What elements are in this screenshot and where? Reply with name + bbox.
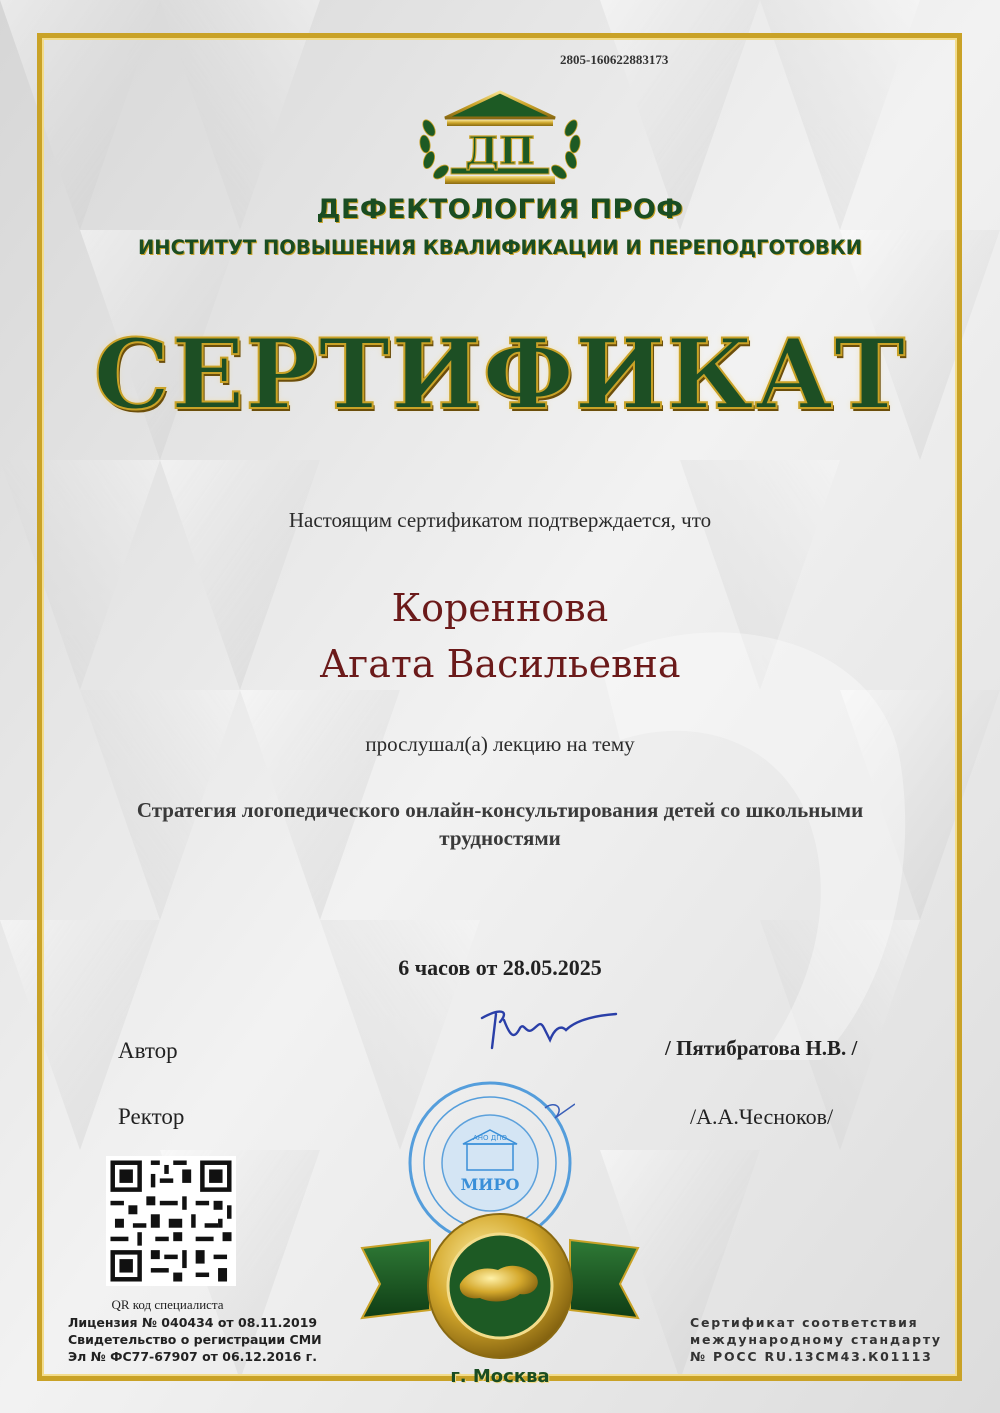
conformity-info <box>690 1314 942 1365</box>
hours-date: 6 часов от 28.05.2025 <box>398 955 602 980</box>
conformity-line: международному стандарту <box>690 1332 942 1347</box>
logo-monogram: ДП <box>465 128 535 173</box>
rector-label: Ректор <box>118 1104 185 1129</box>
conformity-line: Сертификат соответствия <box>690 1315 919 1330</box>
qr-caption: QR код специалиста <box>111 1297 224 1312</box>
organization-subtitle: ИНСТИТУТ ПОВЫШЕНИЯ КВАЛИФИКАЦИИ И ПЕРЕПОДГОТОВКИ <box>137 236 863 259</box>
certificate-title: СЕРТИФИКАТ <box>93 318 907 431</box>
conformity-line: № РОСС RU.13СМ43.К01113 <box>690 1349 933 1364</box>
qr-code[interactable] <box>106 1156 236 1286</box>
lecture-topic: Стратегия логопедического онлайн-консультирования детей со школьными трудностями <box>136 798 864 850</box>
author-signature <box>470 1000 630 1060</box>
recipient-name: Агата Васильевна <box>319 642 681 686</box>
license-line: Лицензия № 040434 от 08.11.2019 <box>68 1315 318 1330</box>
license-info <box>68 1314 322 1365</box>
author-label: Автор <box>118 1038 178 1063</box>
institute-logo <box>415 88 585 188</box>
author-name: / Пятибратова Н.В. / <box>665 1036 858 1060</box>
recipient-surname: Кореннова <box>391 586 609 630</box>
intro-text: Настоящим сертификатом подтверждается, что <box>288 508 712 532</box>
license-line: Эл № ФС77-67907 от 06.12.2016 г. <box>68 1349 317 1364</box>
stamp-center-text: МИРО <box>460 1175 520 1194</box>
stamp-subtext: АНО ДПО <box>472 1134 508 1142</box>
city-label: г. Москва <box>450 1366 550 1387</box>
certificate-number: 2805-160622883173 <box>560 52 669 67</box>
license-line: Свидетельство о регистрации СМИ <box>68 1332 322 1347</box>
quality-seal <box>360 1210 640 1380</box>
listened-text: прослушал(а) лекцию на тему <box>365 732 635 756</box>
organization-name: ДЕФЕКТОЛОГИЯ ПРОФ <box>316 194 684 225</box>
rector-name: /А.А.Чесноков/ <box>690 1104 834 1129</box>
